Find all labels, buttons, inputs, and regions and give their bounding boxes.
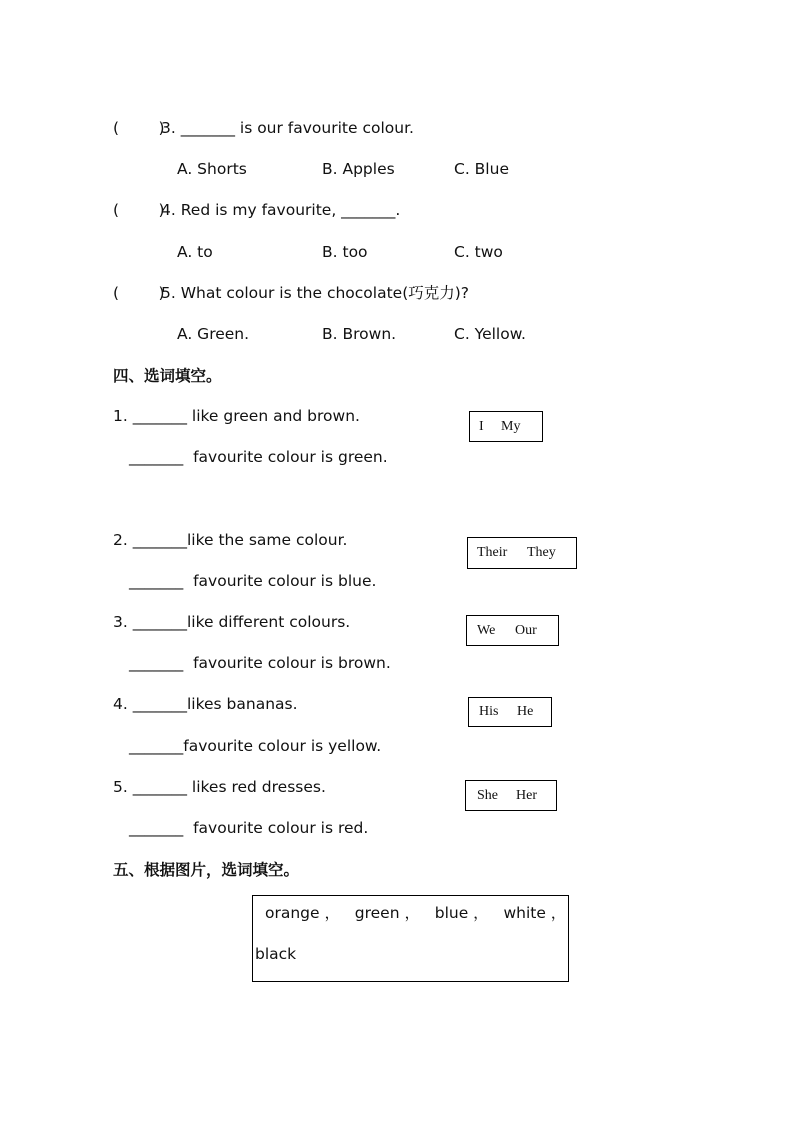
option-b: B. Apples bbox=[322, 160, 395, 178]
fill-line-2: _______ favourite colour is blue. bbox=[129, 572, 377, 590]
choice-word: His bbox=[479, 704, 499, 719]
word-bank-box bbox=[252, 895, 569, 982]
option-c: C. two bbox=[454, 243, 503, 261]
word-choice-box bbox=[465, 780, 557, 811]
question-text: 3. _______ is our favourite colour. bbox=[161, 119, 414, 137]
choice-word: She bbox=[477, 787, 498, 803]
fill-line-1: 2. _______like the same colour. bbox=[113, 531, 348, 549]
section-5-heading: 五、根据图片，选词填空。 bbox=[113, 861, 300, 879]
option-a: A. Green. bbox=[177, 325, 250, 343]
answer-paren[interactable]: ( ) bbox=[113, 284, 165, 302]
word-bank-line-1: orange ， green ， blue ， white ， bbox=[265, 904, 567, 922]
option-c: C. Yellow. bbox=[454, 325, 526, 343]
fill-line-2: _______ favourite colour is green. bbox=[129, 448, 388, 466]
choice-word: We bbox=[477, 622, 496, 638]
word-choice-box bbox=[469, 411, 543, 442]
choice-word: Our bbox=[515, 622, 537, 638]
option-c: C. Blue bbox=[454, 160, 509, 178]
fill-line-1: 4. _______likes bananas. bbox=[113, 695, 298, 713]
choice-word: I bbox=[479, 418, 484, 434]
word-bank-line-2: black bbox=[255, 945, 297, 963]
fill-line-2: _______favourite colour is yellow. bbox=[129, 737, 382, 755]
word-choice-box bbox=[468, 697, 552, 727]
section-4-heading: 四、选词填空。 bbox=[113, 367, 222, 385]
option-b: B. too bbox=[322, 243, 368, 261]
fill-line-2: _______ favourite colour is red. bbox=[129, 819, 369, 837]
word-choice-box bbox=[467, 537, 577, 569]
option-a: A. Shorts bbox=[177, 160, 247, 178]
answer-paren[interactable]: ( ) bbox=[113, 201, 165, 219]
fill-line-1: 1. _______ like green and brown. bbox=[113, 407, 360, 425]
choice-word: My bbox=[501, 418, 521, 434]
question-text: 4. Red is my favourite, _______. bbox=[161, 201, 401, 219]
fill-line-1: 5. _______ likes red dresses. bbox=[113, 778, 326, 796]
choice-word: He bbox=[517, 704, 534, 719]
fill-line-1: 3. _______like different colours. bbox=[113, 613, 351, 631]
word-choice-box bbox=[466, 615, 559, 646]
question-text: 5. What colour is the chocolate(巧克力)? bbox=[161, 284, 470, 302]
answer-paren[interactable]: ( ) bbox=[113, 119, 165, 137]
fill-line-2: _______ favourite colour is brown. bbox=[129, 654, 391, 672]
option-b: B. Brown. bbox=[322, 325, 397, 343]
option-a: A. to bbox=[177, 243, 213, 261]
choice-word: Her bbox=[516, 787, 537, 803]
choice-word: They bbox=[527, 545, 556, 560]
choice-word: Their bbox=[477, 545, 508, 560]
